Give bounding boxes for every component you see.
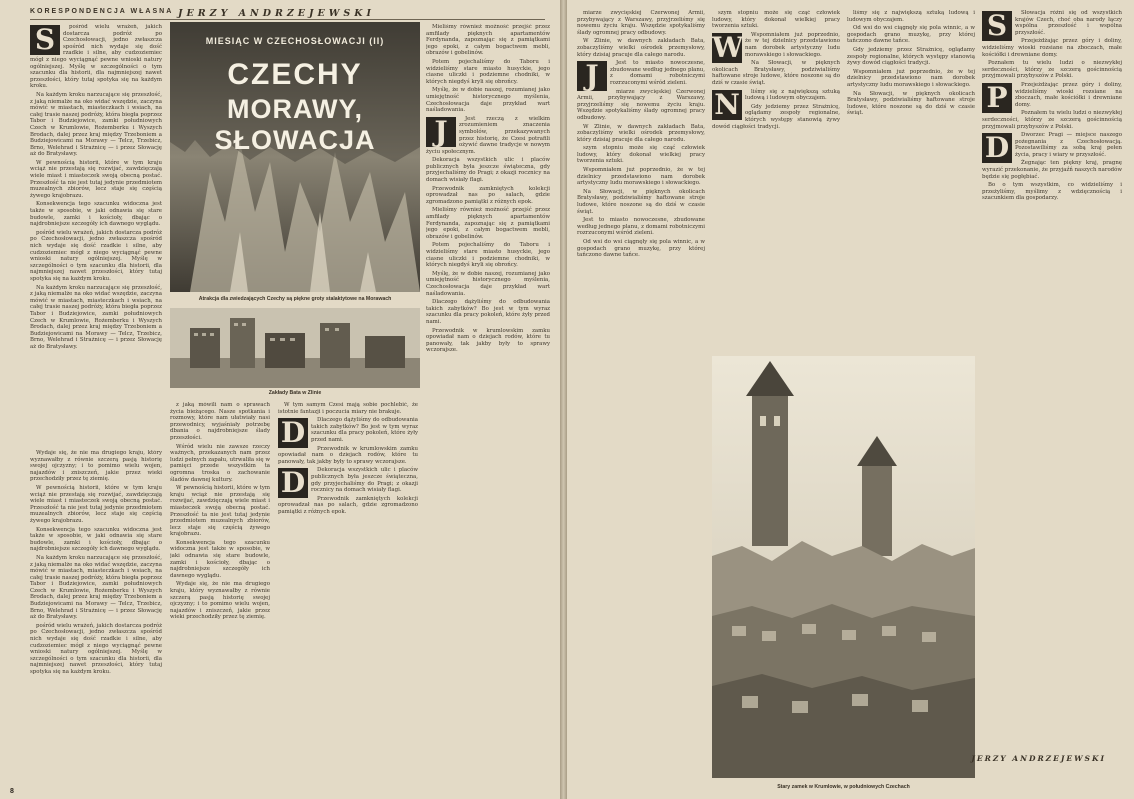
paragraph: Jest to miasto nowoczesne, zbudowane według jednego planu, z domami robotniczymi rozrzuconymi wśród zieleni. [610, 60, 705, 86]
article-column-2 [170, 402, 270, 790]
paragraph: Wydaje się, że nie ma drugiego kraju, który wyznawałby z równie szczerą pasją historię swojej ojczyzny; i to pomimo wielu wojen, najazdów i zniszczeń, jakie przez wieki przechodziły przez tę ziemię. [30, 450, 162, 483]
paragraph: Słowacja różni się od wszystkich krajów Czech, choć oba narody łączy wspólna przeszłość i wspólna przyszłość. [1015, 10, 1122, 36]
paragraph: W Zlinie, w dawnych zakładach Bata, zobaczyliśmy wielki ośrodek przemysłowy, który dzisiaj pracuje dla całego narodu. [577, 38, 705, 58]
paragraph: Gdy jedziemy przez Strażnicę, oglądamy zespoły regionalne, których występy stanowią żywy dowód ciągłości tradycji. [712, 103, 840, 130]
right-page [567, 0, 1134, 799]
paragraph: z jaką mówili nam o sprawach życia bieżącego. Nasze spotkania i rozmowy, które nam ułatwiały nasi przewodnicy, wyjaśniały potrzebę dbania o najdrobniejsze ślady przeszłości. [170, 402, 270, 441]
paragraph: liśmy się z największą sztuką ludową i ludowym obyczajem. [745, 88, 840, 102]
paragraph: Dworzec Pragi — miejsce naszego pożegnania z Czechosłowacją. Pozostawiliśmy za sobą kraj pełen życia, pracy i wiary w przyszłość. [1015, 132, 1122, 158]
paragraph: Myślę, że w dobie naszej, rozumianej jako umiejętność historycznego myślenia, Czechosłowacja daje przykład wart naśladowania. [426, 270, 550, 297]
article-column-8 [982, 10, 1122, 760]
paragraph: Przewodnik zamkniętych kolekcji oprowadzał nas po salach, gdzie zgromadzono pamiątki z różnych epok. [426, 185, 550, 205]
paragraph: Dekoracja wszystkich ulic i placów publicznych była jeszcze świąteczna, gdy przyjechaliśmy do Pragi; z okazji rocznicy na domach wisiały flagi. [426, 157, 550, 184]
paragraph: W pewnością historii, które w tym kraju wciąż nie przestają się rozwijać, zawdzięczają wiele miast i miasteczek swoją obecną postać. Przeszłość ta nie jest tutaj jedynie przedmiotem muzealnych zbiorów, lecz staje się częścią żywego krajobrazu. [30, 484, 162, 524]
paragraph: Wspomniałem już poprzednio, że w tej dzielnicy przedstawiono nam dorobek artystyczny ludu morawskiego i słowackiego. [847, 68, 975, 88]
author-signature: JERZY ANDRZEJEWSKI [971, 754, 1106, 763]
article-column-5 [577, 10, 705, 790]
dropcap-j-2: J [577, 61, 607, 91]
zlin-photo [170, 308, 420, 388]
article-column-1b [30, 450, 162, 790]
paragraph: Wspomniałem już poprzednio, że w tej dzielnicy przedstawiono nam dorobek artystyczny ludu morawskiego i słowackiego. [577, 167, 705, 187]
dropcap-p: P [982, 83, 1012, 113]
paragraph: miarze zwycięskiej Czerwonej Armii, przybywający z Warszawy, przyjrzeliśmy się nowemu życiu kraju. Wszędzie spotykaliśmy ślady ogromnej pracy odbudowy. [577, 88, 705, 121]
paragraph: Konsekwencja tego szacunku widoczna jest także w sposobie, w jaki odnawia się stare budowle, zamki i kościoły, dbając o najdrobniejsze szczegóły ich dawnego wyglądu. [30, 201, 162, 228]
paragraph: Mieliśmy również możność przejść przez amfilady pięknych apartamentów Ferdynanda, zapoznając się z pamiątkami jego epoki, z całym bogactwem mebli, obrazów i gobelinów. [426, 24, 550, 57]
paragraph: Mieliśmy również możność przejść przez amfilady pięknych apartamentów Ferdynanda, zapoznając się z pamiątkami jego epoki, z całym bogactwem mebli, obrazów i gobelinów. [426, 207, 550, 240]
paragraph: miarze zwycięskiej Czerwonej Armii, przybywający z Warszawy, przyjrzeliśmy się nowemu życiu kraju. Wszędzie spotykaliśmy ślady ogromnej pracy odbudowy. [577, 10, 705, 36]
paragraph: Od wsi do wsi ciągnęły się pola winnic, a w gospodach grano muzykę, przy której tańczono dawne tańce. [847, 25, 975, 45]
paragraph: Przejeżdżając przez góry i doliny, widzieliśmy wioski rozsiane na zboczach, małe kościółki i drewniane domy. [982, 38, 1122, 58]
gutter [560, 0, 567, 799]
title-line-1: CZECHY [227, 58, 363, 91]
paragraph: W pewnością historii, które w tym kraju wciąż nie przestają się rozwijać, zawdzięczają wiele miast i miasteczek swoją obecną postać. Przeszłość ta nie jest tutaj jedynie przedmiotem muzealnych zbiorów, lecz staje się częścią żywego krajobrazu. [30, 159, 162, 199]
paragraph: Na Słowacji, w pięknych okolicach Bratysławy, podziwialiśmy haftowane stroje ludowe, które noszone są do dziś w czasie świąt. [712, 60, 840, 86]
article-column-4 [426, 24, 550, 790]
paragraph: Wśród wielu nie zawsze rzeczy ważnych, przekazanych nam przez ludzi pełnych zapału, utrwaliła się w pamięci przede wszystkim ta ogromna troska o zachowanie śladów dawnej kultury. [170, 443, 270, 483]
paragraph: Konsekwencja tego szacunku widoczna jest także w sposobie, w jaki odnawia się stare budowle, zamki i kościoły, dbając o najdrobniejsze szczegóły ich dawnego wyglądu. [30, 526, 162, 553]
article-column-6 [712, 10, 840, 350]
paragraph: pośród wielu wrażeń, jakich dostarcza podróż po Czechosłowacji, jedno zwłaszcza spośród nich wydaje się dość rzadkie i silne, aby cudzoziemiec mógł z niego wyciągnąć pewne wnioski natury ogólniejszej. Myślę w szczególności o tym szacunku dla historii, dla najmniejszej nawet przeszłości, który tutaj spotyka się na każdym kroku. [30, 24, 162, 90]
paragraph: Przewodnik zamkniętych kolekcji oprowadzał nas po salach, gdzie zgromadzono pamiątki z różnych epok. [278, 495, 418, 515]
paragraph: Bo o tym wszystkim, co widzieliśmy i przeżyliśmy, myślimy z wdzięcznością i szacunkiem dla gospodarzy. [982, 182, 1122, 202]
krumlov-photo [712, 356, 975, 778]
paragraph: Jest to miasto nowoczesne, zbudowane według jednego planu, z domami robotniczymi rozrzuconymi wśród zieleni. [577, 217, 705, 237]
article-column-1 [30, 24, 162, 444]
paragraph: Dekoracja wszystkich ulic i placów publicznych była jeszcze świąteczna, gdy przyjechaliśmy do Pragi; z okazji rocznicy na domach wisiały flagi. [311, 467, 418, 494]
paragraph: Na Słowacji, w pięknych okolicach Bratysławy, podziwialiśmy haftowane stroje ludowe, które noszone są do dziś w czasie świąt. [577, 188, 705, 215]
paragraph: Przejeżdżając przez góry i doliny, widzieliśmy wioski rozsiane na zboczach, małe kościółki i drewniane domy. [1015, 81, 1122, 108]
paragraph: Myślę, że w dobie naszej, rozumianej jako umiejętność historycznego myślenia, Czechosłowacja daje przykład wart naśladowania. [426, 87, 550, 114]
paragraph: Na Słowacji, w pięknych okolicach Bratysławy, podziwialiśmy haftowane stroje ludowe, które noszone są do dziś w czasie świąt. [847, 90, 975, 117]
article-column-3 [278, 402, 418, 790]
dropcap-d-3: D [982, 133, 1012, 163]
dropcap-j: J [426, 117, 456, 147]
paragraph: W tym samym Czesi mają sobie pochlebić, że istotnie fantazji i poczucia miary nie brakuje. [278, 402, 418, 415]
cave-caption: Atrakcja dla zwiedzających Czechy są piękne groty stalaktytowe na Morawach [198, 296, 392, 302]
section-header: KORESPONDENCJA WŁASNA [30, 8, 174, 15]
paragraph: W pewnością historii, które w tym kraju wciąż nie przestają się rozwijać, zawdzięczają wiele miast i miasteczek swoją obecną postać. Przeszłość ta nie jest tutaj jedynie przedmiotem muzealnych zbiorów, lecz staje się częścią żywego krajobrazu. [170, 485, 270, 538]
dropcap-d-2: D [278, 468, 308, 498]
paragraph: Poznałem tu wielu ludzi o niezwykłej serdeczności, którzy ze szczerą gościnnością przyjmowali przybyszów z Polski. [982, 110, 1122, 130]
dropcap-s: S [30, 25, 60, 55]
paragraph: pośród wielu wrażeń, jakich dostarcza podróż po Czechosłowacji, jedno zwłaszcza spośród nich wydaje się dość rzadkie i silne, aby cudzoziemiec mógł z niego wyciągnąć pewne wnioski natury ogólniejszej. Myślę w szczególności o tym szacunku dla historii, dla najmniejszej nawet przeszłości, który tutaj spotyka się na każdym kroku. [30, 229, 162, 282]
paragraph: Od wsi do wsi ciągnęły się pola winnic, a w gospodach grano muzykę, przy której tańczono dawne tańce. [577, 239, 705, 259]
paragraph: Poznałem tu wielu ludzi o niezwykłej serdeczności, którzy ze szczerą gościnnością przyjmowali przybyszów z Polski. [982, 60, 1122, 80]
paragraph: Przewodnik w krumlowskim zamku opowiadał nam o dziejach rodów, które tu panowały, tak jakby były to sprawy wczorajsze. [426, 327, 550, 354]
paragraph: Żegnając ten piękny kraj, pragnę wyrazić przekonanie, że przyjaźń naszych narodów będzie się pogłębiać. [982, 160, 1122, 180]
left-page [0, 0, 562, 799]
paragraph: Konsekwencja tego szacunku widoczna jest także w sposobie, w jaki odnawia się stare budowle, zamki i kościoły, dbając o najdrobniejsze szczegóły ich dawnego wyglądu. [170, 539, 270, 579]
title-line-2: MORAWY, SŁOWACJA [214, 94, 376, 155]
author-header: JERZY ANDRZEJEWSKI [178, 8, 375, 19]
paragraph: Dlaczego dążyliśmy do odbudowania takich zabytków? Bo jest w tym wyraz szacunku dla pracy pokoleń, które żyły przed nami. [426, 299, 550, 325]
dropcap-w: W [712, 30, 744, 64]
paragraph: Wspomniałem już poprzednio, że w tej dzielnicy przedstawiono nam dorobek artystyczny ludu morawskiego i słowackiego. [745, 31, 840, 58]
paragraph: liśmy się z największą sztuką ludową i ludowym obyczajem. [847, 10, 975, 23]
page-number: 8 [10, 788, 14, 795]
paragraph: szym stopniu może się cząć człowiek ludowy, który dokonał wielkiej pracy tworzenia sztuki. [712, 10, 840, 30]
dropcap-d: D [278, 418, 308, 448]
title-kicker: MIESIĄC W CZECHOSŁOWACJI (II) [205, 36, 385, 46]
paragraph: Potem pojechaliśmy do Taboru i widzieliśmy stare miasto husyckie, jego ciasne uliczki i podziemne chodniki, w których niegdyś kryli się obrońcy. [426, 58, 550, 85]
paragraph: Jest rzeczą z wielkim zrozumieniem znaczenia symbolów, przekazywanych przez historię, że Czesi potrafili ożywić dawne tradycje w nowym życiu społecznym. [426, 115, 550, 155]
paragraph: W Zlinie, w dawnych zakładach Bata, zobaczyliśmy wielki ośrodek przemysłowy, który dzisiaj pracuje dla całego narodu. [577, 123, 705, 143]
title-block [170, 22, 420, 292]
header-rule [30, 19, 545, 20]
zlin-caption: Zakłady Bata w Zlinie [268, 390, 322, 396]
paragraph: Na każdym kroku narzucające się przeszłość, z jaką niemalże na oko widać wszędzie, zaczyna mówić w miastach, miasteczkach i wsiach, na całej trasie naszej podróży, która biegła poprzez Tabor i Budziejowice, zamki południowych Czech w Krumlowie, Rożemberku i Wyszych Brodach, dalej przez kraj między Trzeboniem a Budziejowicami na Morawy — Telcz, Trzebicz, Brno, Welehrad i Strażnicę — i przez Słowację aż do Bratysławy. [30, 284, 162, 350]
dropcap-n: N [712, 90, 742, 120]
paragraph: szym stopniu może się cząć człowiek ludowy, który dokonał wielkiej pracy tworzenia sztuki. [577, 145, 705, 165]
paragraph: Dlaczego dążyliśmy do odbudowania takich zabytków? Bo jest w tym wyraz szacunku dla pracy pokoleń, które żyły przed nami. [311, 417, 418, 443]
paragraph: Gdy jedziemy przez Strażnicę, oglądamy zespoły regionalne, których występy stanowią żywy dowód ciągłości tradycji. [847, 46, 975, 67]
article-column-7 [847, 10, 975, 350]
krumlov-caption: Stary zamek w Krumlowie, w południowych Czechach [777, 784, 910, 790]
paragraph: Wydaje się, że nie ma drugiego kraju, który wyznawałby z równie szczerą pasją historię swojej ojczyzny; i to pomimo wielu wojen, najazdów i zniszczeń, jakie przez wieki przechodziły przez tę ziemię. [170, 581, 270, 621]
paragraph: Przewodnik w krumlowskim zamku opowiadał nam o dziejach rodów, które tu panowały, tak jakby były to sprawy wczorajsze. [278, 445, 418, 465]
paragraph: Na każdym kroku narzucające się przeszłość, z jaką niemalże na oko widać wszędzie, zaczyna mówić w miastach, miasteczkach i wsiach, na całej trasie naszej podróży, która biegła poprzez Tabor i Budziejowice, zamki południowych Czech w Krumlowie, Rożemberku i Wyszych Brodach, dalej przez kraj między Trzeboniem a Budziejowicami na Morawy — Telcz, Trzebicz, Brno, Welehrad i Strażnicę — i przez Słowację aż do Bratysławy. [30, 91, 162, 158]
paragraph: Potem pojechaliśmy do Taboru i widzieliśmy stare miasto husyckie, jego ciasne uliczki i podziemne chodniki, w których niegdyś kryli się obrońcy. [426, 242, 550, 269]
paragraph: Na każdym kroku narzucające się przeszłość, z jaką niemalże na oko widać wszędzie, zaczyna mówić w miastach, miasteczkach i wsiach, na całej trasie naszej podróży, która biegła poprzez Tabor i Budziejowice, zamki południowych Czech w Krumlowie, Rożemberku i Wyszych Brodach, dalej przez kraj między Trzeboniem a Budziejowicami na Morawy — Telcz, Trzebicz, Brno, Welehrad i Strażnicę — i przez Słowację aż do Bratysławy. [30, 554, 162, 621]
paragraph: pośród wielu wrażeń, jakich dostarcza podróż po Czechosłowacji, jedno zwłaszcza spośród nich wydaje się dość rzadkie i silne, aby cudzoziemiec mógł z niego wyciągnąć pewne wnioski natury ogólniejszej. Myślę w szczególności o tym szacunku dla historii, dla najmniejszej nawet przeszłości, który tutaj spotyka się na każdym kroku. [30, 622, 162, 675]
dropcap-s-2: S [982, 11, 1012, 41]
